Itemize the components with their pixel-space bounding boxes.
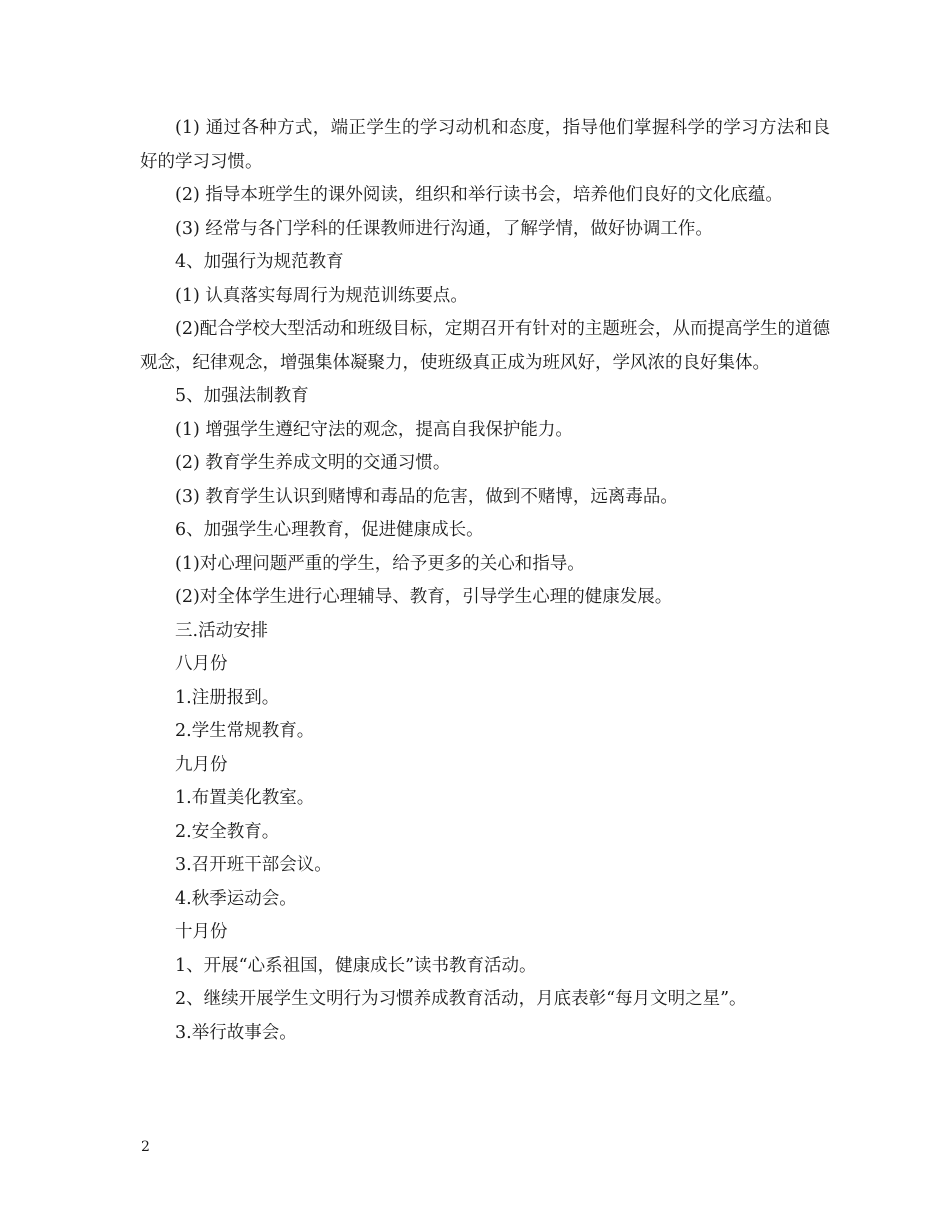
paragraph: (1) 通过各种方式，端正学生的学习动机和态度，指导他们掌握科学的学习方法和良好的学习习惯。 [140,118,830,172]
paragraph: (2) 指导本班学生的课外阅读，组织和举行读书会，培养他们良好的文化底蕴。 [175,185,783,205]
list-item: 1、开展“心系祖国，健康成长”读书教育活动。 [175,955,537,976]
section-heading: 三.活动安排 [175,620,269,641]
paragraph: (3) 教育学生认识到赌博和毒品的危害，做到不赌博，远离毒品。 [175,486,678,507]
list-item: 2.安全教育。 [175,821,280,842]
section-heading: 5、加强法制教育 [175,386,309,406]
list-item: 2、继续开展学生文明行为习惯养成教育活动，月底表彰“每月文明之星”。 [175,989,747,1009]
paragraph: (1) 认真落实每周行为规范训练要点。 [175,285,468,306]
paragraph: (2)对全体学生进行心理辅导、教育，引导学生心理的健康发展。 [175,587,673,607]
paragraph: (3) 经常与各门学科的任课教师进行沟通，了解学情，做好协调工作。 [175,218,713,239]
list-item: 3.召开班干部会议。 [175,855,332,875]
list-item: 2.学生常规教育。 [175,721,315,741]
month-heading: 八月份 [175,654,228,674]
document-body [140,112,830,1050]
section-heading: 6、加强学生心理教育，促进健康成长。 [175,520,484,540]
page-number: 2 [141,1139,150,1155]
list-item: 3.举行故事会。 [175,1022,297,1043]
list-item: 4.秋季运动会。 [175,888,297,909]
section-heading: 4、加强行为规范教育 [175,252,344,272]
list-item: 1.布置美化教室。 [175,788,315,808]
month-heading: 九月份 [175,754,228,775]
month-heading: 十月份 [175,922,228,942]
paragraph: (2) 教育学生养成文明的交通习惯。 [175,453,451,473]
paragraph: (2)配合学校大型活动和班级目标，定期召开有针对的主题班会，从而提高学生的道德观念，纪律观念，增强集体凝聚力，使班级真正成为班风好，学风浓的良好集体。 [140,319,830,373]
paragraph: (1)对心理问题严重的学生，给予更多的关心和指导。 [175,553,585,574]
list-item: 1.注册报到。 [175,687,280,708]
paragraph: (1) 增强学生遵纪守法的观念，提高自我保护能力。 [175,419,573,440]
